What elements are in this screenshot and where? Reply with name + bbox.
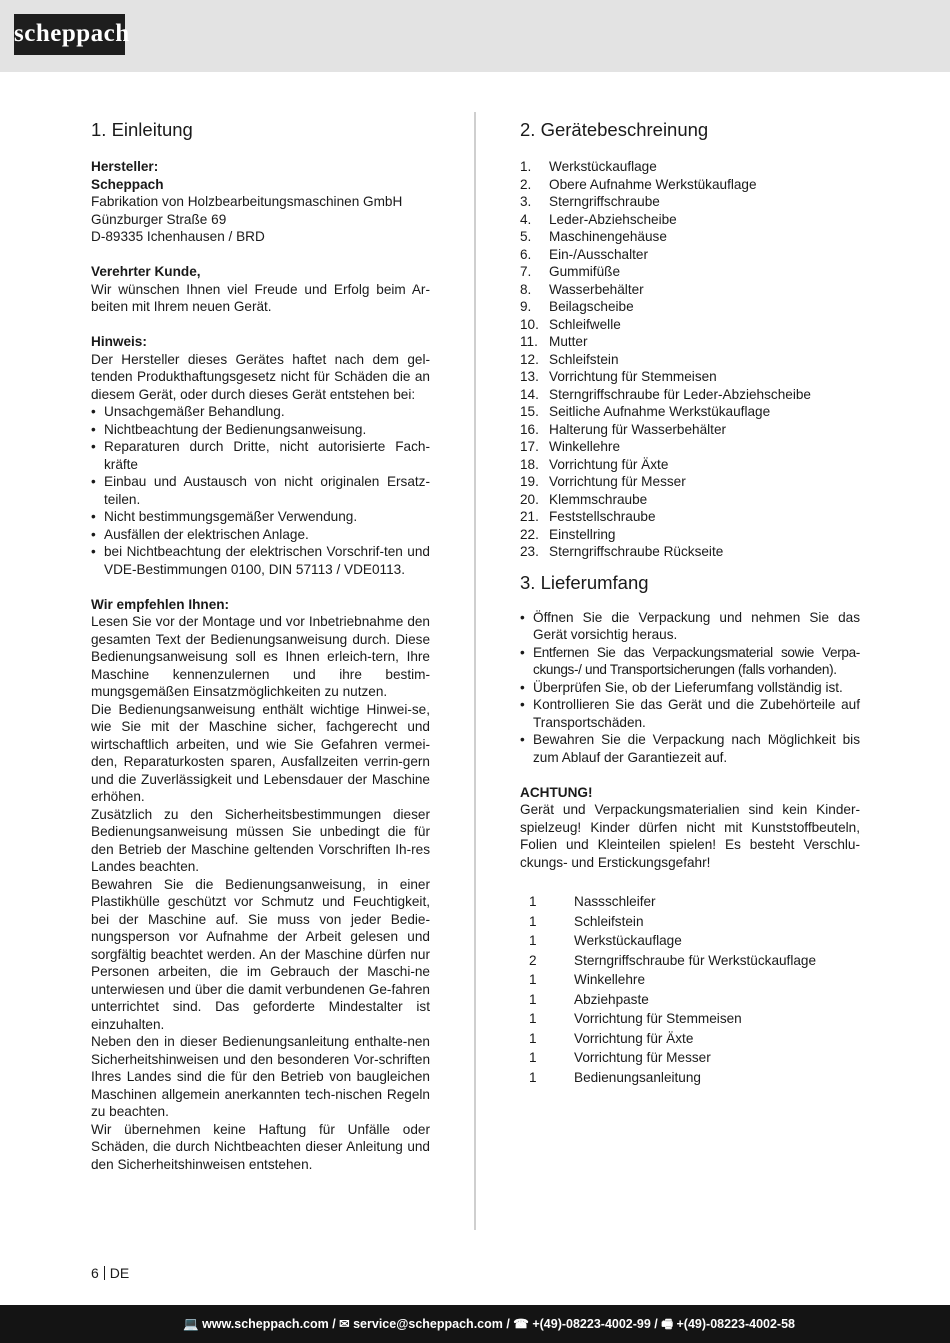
part-label: Gummifüße <box>549 264 621 279</box>
part-number: 14. <box>520 386 539 402</box>
part-item <box>520 263 860 281</box>
part-label: Leder-Abziehscheibe <box>549 211 677 227</box>
part-label: Schleifstein <box>549 351 619 367</box>
part-label: Winkellehre <box>549 439 621 454</box>
parts-list <box>520 158 860 561</box>
part-item <box>520 368 860 386</box>
scheppach-logo: scheppach <box>14 14 125 55</box>
section-title-scope-of-delivery: 3. Lieferumfang <box>520 571 649 593</box>
contents-item <box>520 931 860 951</box>
contents-list <box>520 892 860 1087</box>
contents-quantity: 2 <box>529 952 537 968</box>
footer-bar <box>0 1305 950 1343</box>
part-number: 10. <box>520 316 539 332</box>
page-language: DE <box>109 1265 130 1281</box>
part-item <box>520 526 860 544</box>
part-label: Vorrichtung für Äxte <box>549 456 669 472</box>
contents-quantity: 1 <box>529 972 537 987</box>
address-line: D-89335 Ichenhausen / BRD <box>91 229 265 244</box>
bullet-icon: • <box>91 404 96 419</box>
part-label: Maschinengehäuse <box>549 229 667 244</box>
part-item <box>520 193 860 211</box>
part-number: 6. <box>520 246 532 262</box>
recommend-paragraph: Bewahren Sie die Bedienungsanweisung, in einer Plastikhülle geschützt vor Schmutz und Feuchtigkeit, bei der Maschine auf. Sie muss von jeder Bedie-nungsperson vor Aufnahme der Arbeit gelesen und sorgfältig beachtet werden. An der Maschine dürfen nur Personen arbeiten, die im Gebrauch der Maschi-ne unterwiesen und über die damit verbundenen Ge-fahren unterrichtet sind. Das geforderte Mindestalter ist einzuhalten. <box>91 876 430 1032</box>
recommend-paragraph: Die Bedienungsanweisung enthält wichtige Hinwei-se, wie Sie mit der Maschine sicher, fachgerecht und wirtschaftlich arbeiten, und wie Sie Gefahren vermei-den, Reparaturkosten sparen, Ausfallzeiten verrin-gern und die Zuverlässigkeit und Lebensdauer der Maschine erhöhen. <box>91 701 430 804</box>
contents-item <box>520 1009 860 1029</box>
customer-text: Wir wünschen Ihnen viel Freude und Erfolg beim Ar-beiten mit Ihrem neuen Gerät. <box>91 281 430 314</box>
part-number: 12. <box>520 351 539 367</box>
part-number: 17. <box>520 439 539 454</box>
part-label: Halterung für Wasserbehälter <box>549 421 727 437</box>
part-item <box>520 228 860 246</box>
scope-bullet-list <box>520 609 860 767</box>
contents-label: Vorrichtung für Stemmeisen <box>574 1011 742 1026</box>
part-label: Schleifwelle <box>549 316 621 332</box>
bullet-icon: • <box>91 421 96 437</box>
part-item <box>520 421 860 439</box>
part-label: Obere Aufnahme Werkstükauflage <box>549 176 757 192</box>
list-item: • Unsachgemäßer Behandlung. <box>91 404 285 419</box>
part-label: Sterngriffschraube <box>549 194 660 209</box>
recommend-paragraph: Lesen Sie vor der Montage und vor Inbetriebnahme den gesamten Text der Bedienungsanweisung durch. Diese Bedienungsanweisung soll es Ihnen erleich-tern, Ihre Maschine kennenzulernen und ihre bestim-mungsgemäßen Einsatzmöglichkeiten zu nutzen. <box>91 614 430 699</box>
manufacturer-name: Scheppach <box>91 176 164 192</box>
part-number: 5. <box>520 229 532 244</box>
contents-item <box>520 1068 860 1088</box>
recommend-paragraph: Zusätzlich zu den Sicherheitsbestimmungen dieser Bedienungsanweisung müssen Sie unbedingt die für den Betrieb der Maschine geltenden Vorschriften Ih-res Landes beachten. <box>91 806 430 874</box>
list-item: • Nicht bestimmungsgemäßer Verwendung. <box>91 509 358 524</box>
part-label: Mutter <box>549 334 588 349</box>
part-label: Beilagscheibe <box>549 299 634 314</box>
warning-label: ACHTUNG! <box>520 784 593 800</box>
bullet-icon: • <box>520 732 525 747</box>
part-number: 15. <box>520 404 539 419</box>
list-item: • Ausfällen der elektrischen Anlage. <box>91 526 309 542</box>
part-number: 20. <box>520 491 539 507</box>
part-label: Ein-/Ausschalter <box>549 246 648 262</box>
part-item <box>520 508 860 526</box>
recommend-paragraph: Wir übernehmen keine Haftung für Unfälle oder Schäden, die durch Nichtbeachten dieser Anleitung und den Sicherheitshinweisen entstehen. <box>91 1121 430 1172</box>
list-item: • Öffnen Sie die Verpackung und nehmen Sie das Gerät vorsichtig heraus. <box>520 609 860 642</box>
part-number: 11. <box>520 334 538 349</box>
contents-quantity: 1 <box>529 933 537 948</box>
contents-quantity: 1 <box>529 894 537 909</box>
contents-item <box>520 892 860 912</box>
contents-quantity: 1 <box>529 1030 537 1046</box>
contents-quantity: 1 <box>529 991 537 1007</box>
bullet-icon: • <box>91 439 96 454</box>
contents-quantity: 1 <box>529 913 537 929</box>
contents-quantity: 1 <box>529 1050 537 1065</box>
list-item: • bei Nichtbeachtung der elektrischen Vorschrif-ten und VDE-Bestimmungen 0100, DIN 57113 / VDE0113. <box>91 544 430 577</box>
list-item: • Bewahren Sie die Verpackung nach Möglichkeit bis zum Ablauf der Garantiezeit auf. <box>520 732 860 765</box>
part-number: 19. <box>520 474 539 489</box>
contents-item <box>520 990 860 1010</box>
part-label: Klemmschraube <box>549 491 648 507</box>
page-number <box>91 1265 129 1281</box>
part-label: Vorrichtung für Messer <box>549 474 686 489</box>
page-number-value: 6 <box>91 1265 99 1281</box>
part-number: 8. <box>520 281 532 297</box>
address-line: Fabrikation von Holzbearbeitungsmaschinen GmbH <box>91 194 403 209</box>
contents-label: Bedienungsanleitung <box>574 1069 701 1085</box>
contents-label: Sterngriffschraube für Werkstückauflage <box>574 952 817 968</box>
part-label: Werkstückauflage <box>549 159 657 174</box>
part-item <box>520 281 860 299</box>
column-divider <box>474 112 476 1230</box>
part-item <box>520 438 860 456</box>
contents-item <box>520 1029 860 1049</box>
part-label: Feststellschraube <box>549 509 656 524</box>
part-label: Seitliche Aufnahme Werkstükauflage <box>549 404 771 419</box>
part-item <box>520 246 860 264</box>
list-item: • Einbau und Austausch von nicht originalen Ersatz-teilen. <box>91 474 430 507</box>
part-number: 23. <box>520 544 539 559</box>
footer-contact-text: 💻 www.scheppach.com / ✉ service@scheppach.com / ☎ +(49)-08223-4002-99 / 🖷 +(49)-08223-4002-58 <box>183 1317 795 1331</box>
part-label: Sterngriffschraube Rückseite <box>549 544 724 559</box>
bullet-icon: • <box>91 509 96 524</box>
contents-item <box>520 912 860 932</box>
part-item <box>520 386 860 404</box>
bullet-icon: • <box>520 679 525 695</box>
address-line: Günzburger Straße 69 <box>91 211 227 227</box>
bullet-icon: • <box>520 644 525 660</box>
part-item <box>520 211 860 229</box>
contents-item <box>520 1048 860 1068</box>
part-item <box>520 473 860 491</box>
part-label: Vorrichtung für Stemmeisen <box>549 369 717 384</box>
note-label: Hinweis: <box>91 334 147 349</box>
part-number: 9. <box>520 299 532 314</box>
left-column <box>91 118 430 1173</box>
part-number: 16. <box>520 421 539 437</box>
part-number: 3. <box>520 194 532 209</box>
contents-label: Werkstückauflage <box>574 933 682 948</box>
part-label: Einstellring <box>549 526 616 542</box>
bullet-icon: • <box>520 697 525 712</box>
section-title-introduction: 1. Einleitung <box>91 119 193 140</box>
part-label: Sterngriffschraube für Leder-Abziehscheibe <box>549 386 811 402</box>
note-text: Der Hersteller dieses Gerätes haftet nach dem gel-tenden Produkthaftungsgesetz nicht für Schäden die an diesem Gerät, oder durch dieses Gerät entstehen bei: <box>91 351 430 402</box>
header-bar <box>0 0 950 72</box>
contents-item <box>520 970 860 990</box>
part-item <box>520 491 860 509</box>
contents-quantity: 1 <box>529 1011 537 1026</box>
contents-label: Nassschleifer <box>574 894 656 909</box>
part-number: 1. <box>520 159 532 174</box>
part-number: 18. <box>520 456 539 472</box>
warning-text: Gerät und Verpackungsmaterialien sind kein Kinder-spielzeug! Kinder dürfen nicht mit Kunststoffbeuteln, Folien und Kleinteilen spielen! Es besteht Verschlu-ckungs- und Erstickungsgefahr! <box>520 802 860 870</box>
section-title-device-description: 2. Gerätebeschreinung <box>520 119 709 140</box>
contents-label: Vorrichtung für Äxte <box>574 1030 694 1046</box>
right-column <box>520 118 860 1087</box>
contents-item <box>520 951 860 971</box>
bullet-icon: • <box>520 609 525 625</box>
part-item <box>520 333 860 351</box>
part-item <box>520 176 860 194</box>
contents-quantity: 1 <box>529 1069 537 1085</box>
part-item <box>520 351 860 369</box>
list-item: • Entfernen Sie das Verpackungsmaterial sowie Verpa-ckungs-/ und Transportsicherungen (falls vorhanden). <box>520 644 860 677</box>
recommend-label: Wir empfehlen Ihnen: <box>91 596 230 612</box>
note-bullet-list <box>91 403 430 578</box>
part-number: 7. <box>520 264 532 279</box>
list-item: • Reparaturen durch Dritte, nicht autorisierte Fach-kräfte <box>91 439 430 472</box>
part-item <box>520 158 860 176</box>
part-item <box>520 298 860 316</box>
bullet-icon: • <box>91 526 96 542</box>
contents-label: Winkellehre <box>574 972 646 987</box>
customer-label: Verehrter Kunde, <box>91 264 201 279</box>
contents-label: Abziehpaste <box>574 991 649 1007</box>
contents-label: Vorrichtung für Messer <box>574 1050 711 1065</box>
part-number: 21. <box>520 509 539 524</box>
manufacturer-label: Hersteller: <box>91 159 159 174</box>
part-item <box>520 316 860 334</box>
part-item <box>520 403 860 421</box>
page-separator <box>104 1266 105 1280</box>
list-item: • Nichtbeachtung der Bedienungsanweisung. <box>91 421 367 437</box>
part-number: 22. <box>520 526 539 542</box>
part-label: Wasserbehälter <box>549 281 644 297</box>
bullet-icon: • <box>91 474 96 489</box>
list-item: • Kontrollieren Sie das Gerät und die Zubehörteile auf Transportschäden. <box>520 697 860 730</box>
contents-label: Schleifstein <box>574 913 644 929</box>
part-item <box>520 543 860 561</box>
part-number: 4. <box>520 211 532 227</box>
part-item <box>520 456 860 474</box>
part-number: 2. <box>520 176 532 192</box>
recommend-paragraph: Neben den in dieser Bedienungsanleitung enthalte-nen Sicherheitshinweisen und den besonderen Vor-schriften Ihres Landes sind die für den Betrieb von baugleichen Maschinen allgemein anerkannten tech-nischen Regeln zu beachten. <box>91 1034 430 1119</box>
bullet-icon: • <box>91 544 96 559</box>
list-item: • Überprüfen Sie, ob der Lieferumfang vollständig ist. <box>520 679 843 695</box>
part-number: 13. <box>520 369 539 384</box>
